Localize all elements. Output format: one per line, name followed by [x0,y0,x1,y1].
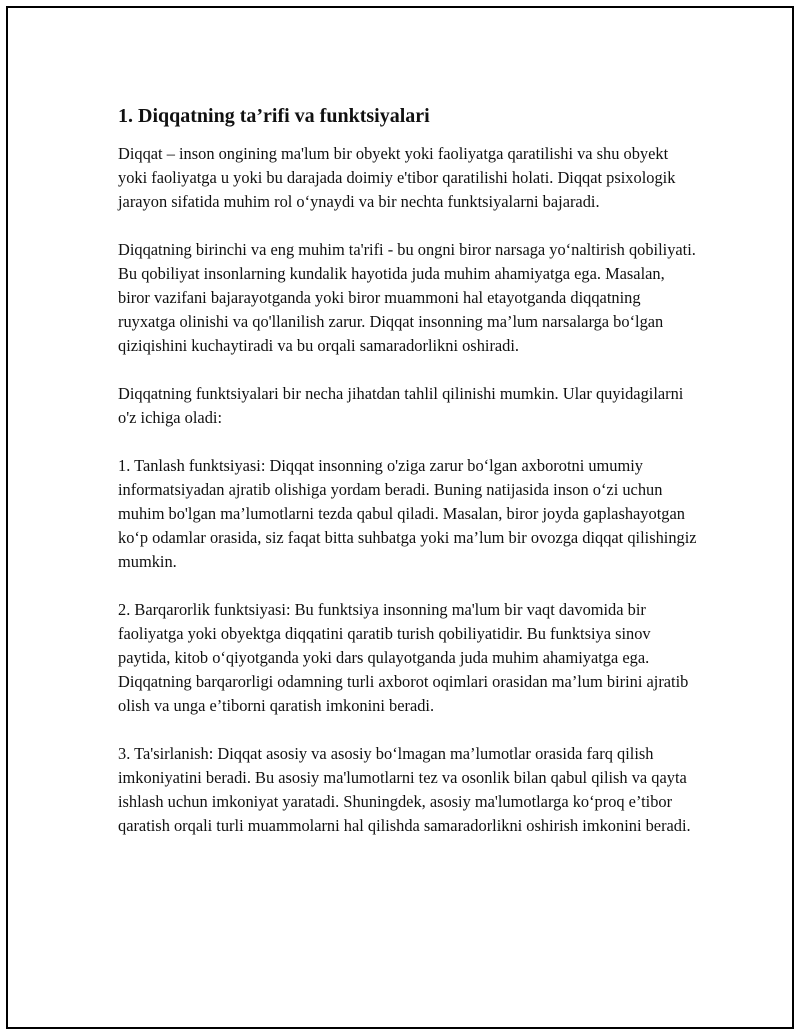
paragraph-selection-function: 1. Tanlash funktsiyasi: Diqqat insonning o'ziga zarur boʻlgan axborotni umumiy informatsiyadan ajratib olishiga yordam beradi. Buning natijasida inson oʻzi uchun muhim bo'lgan ma’lumotlarni tezda qabul qiladi. Masalan, biror joyda gaplashayotgan koʻp odamlar orasida, siz faqat bitta suhbatga yoki ma’lum bir ovozga diqqat qilishingiz mumkin. [118,456,697,571]
paragraph-responsiveness-function: 3. Ta'sirlanish: Diqqat asosiy va asosiy boʻlmagan ma’lumotlar orasida farq qilish imkoniyatini beradi. Bu asosiy ma'lumotlarni tez va osonlik bilan qabul qilish va qayta ishlash uchun imkoniyat yaratadi. Shuningdek, asosiy ma'lumotlarga koʻproq e’tibor qaratish orqali turli muammolarni hal qilishda samaradorlikni oshirish imkonini beradi. [118,744,691,835]
section-heading: 1. Diqqatning ta’rifi va funktsiyalari [118,105,430,127]
paragraph-first-definition: Diqqatning birinchi va eng muhim ta'rifi - bu ongni biror narsaga yoʻnaltirish qobiliyati. Bu qobiliyat insonlarning kundalik hayotida juda muhim ahamiyatga ega. Masalan, biror vazifani bajarayotganda yoki biror muammoni hal etayotganda diqqatning ruyxatga olinishi va qo'llanilish zarur. Diqqat insonning ma’lum narsalarga boʻlgan qiziqishini kuchaytiradi va bu orqali samaradorlikni oshiradi. [118,240,696,355]
page-frame [6,6,794,1029]
paragraph-stability-function: 2. Barqarorlik funktsiyasi: Bu funktsiya insonning ma'lum bir vaqt davomida bir faoliyatga yoki obyektga diqqatini qaratib turish qobiliyatidir. Bu funktsiya sinov paytida, kitob oʻqiyotganda yoki dars qulayotganda juda muhim ahamiyatga ega. Diqqatning barqarorligi odamning turli axborot oqimlari orasidan ma’lum birini ajratib olish va unga e’tiborni qaratish imkonini beradi. [118,600,689,715]
paragraph-functions-intro: Diqqatning funktsiyalari bir necha jihatdan tahlil qilinishi mumkin. Ular quyidagilarni o'z ichiga oladi: [118,384,684,427]
document-body [118,102,698,862]
paragraph-definition: Diqqat – inson ongining ma'lum bir obyekt yoki faoliyatga qaratilishi va shu obyekt yoki faoliyatga u yoki bu darajada doimiy e'tibor qaratilishi holati. Diqqat psixologik jarayon sifatida muhim rol oʻynaydi va bir nechta funktsiyalarni bajaradi. [118,144,676,211]
